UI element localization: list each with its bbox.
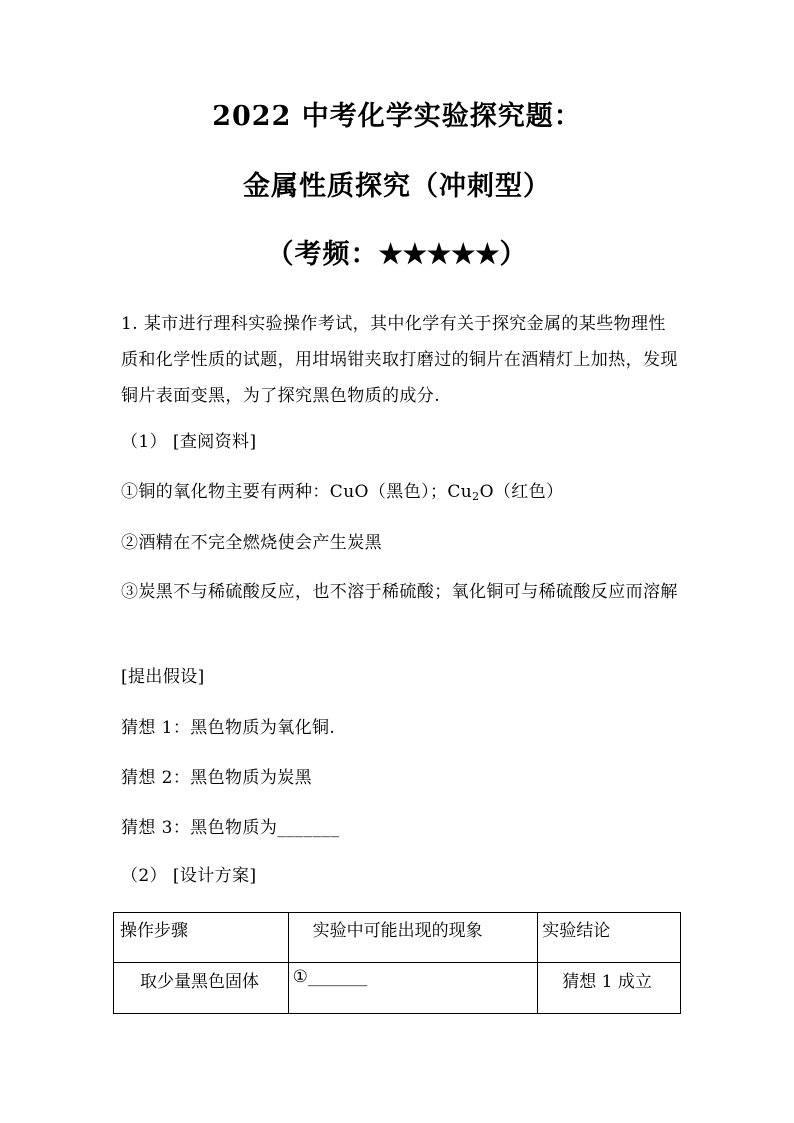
guess-2: 猜想 2：黑色物质为炭黑 <box>121 768 313 788</box>
table-cell: 猜想 1 成立 <box>538 963 681 1014</box>
frequency-suffix: ） <box>499 239 528 270</box>
title-line-3 <box>0 238 794 272</box>
design-table <box>113 912 681 1014</box>
fact-1-suffix: O（红色） <box>479 482 564 502</box>
hypothesis-heading: [提出假设] <box>121 667 205 687</box>
fact-1-subscript: 2 <box>472 490 480 503</box>
table-header-row <box>114 913 681 963</box>
guess-3: 猜想 3：黑色物质为_______ <box>121 818 340 838</box>
table-header-cell: 操作步骤 <box>114 913 289 963</box>
table-header-cell: 实验结论 <box>538 913 681 963</box>
table-cell: 取少量黑色固体 <box>114 963 289 1014</box>
fact-2: ②酒精在不完全燃烧使会产生炭黑 <box>121 533 382 553</box>
title-line-1: 2022 中考化学实验探究题： <box>212 101 582 132</box>
fact-3: ③炭黑不与稀硫酸反应，也不溶于稀硫酸；氧化铜可与稀硫酸反应而溶解 <box>121 582 678 602</box>
title-line-2: 金属性质探究（冲刺型） <box>243 171 551 202</box>
part1-heading: （1） [查阅资料] <box>121 432 257 452</box>
fact-1-prefix: ①铜的氧化物主要有两种：CuO（黑色）；Cu <box>121 482 473 502</box>
fact-1 <box>121 480 701 504</box>
frequency-stars: ★★★★★ <box>378 239 500 270</box>
table-row <box>114 963 681 1014</box>
question-intro: 1. 某市进行理科实验操作考试，其中化学有关于探究金属的某些物理性质和化学性质的试题，用坩埚钳夹取打磨过的铜片在酒精灯上加热，发现铜片表面变黑，为了探究黑色物质的成分. <box>121 314 678 406</box>
frequency-prefix: （考频： <box>266 239 379 270</box>
table-header-cell: 实验中可能出现的现象 <box>288 913 538 963</box>
part2-heading: （2） [设计方案] <box>121 866 257 886</box>
guess-1: 猜想 1：黑色物质为氧化铜. <box>121 718 336 738</box>
table-cell: ①_______ <box>288 963 538 1014</box>
